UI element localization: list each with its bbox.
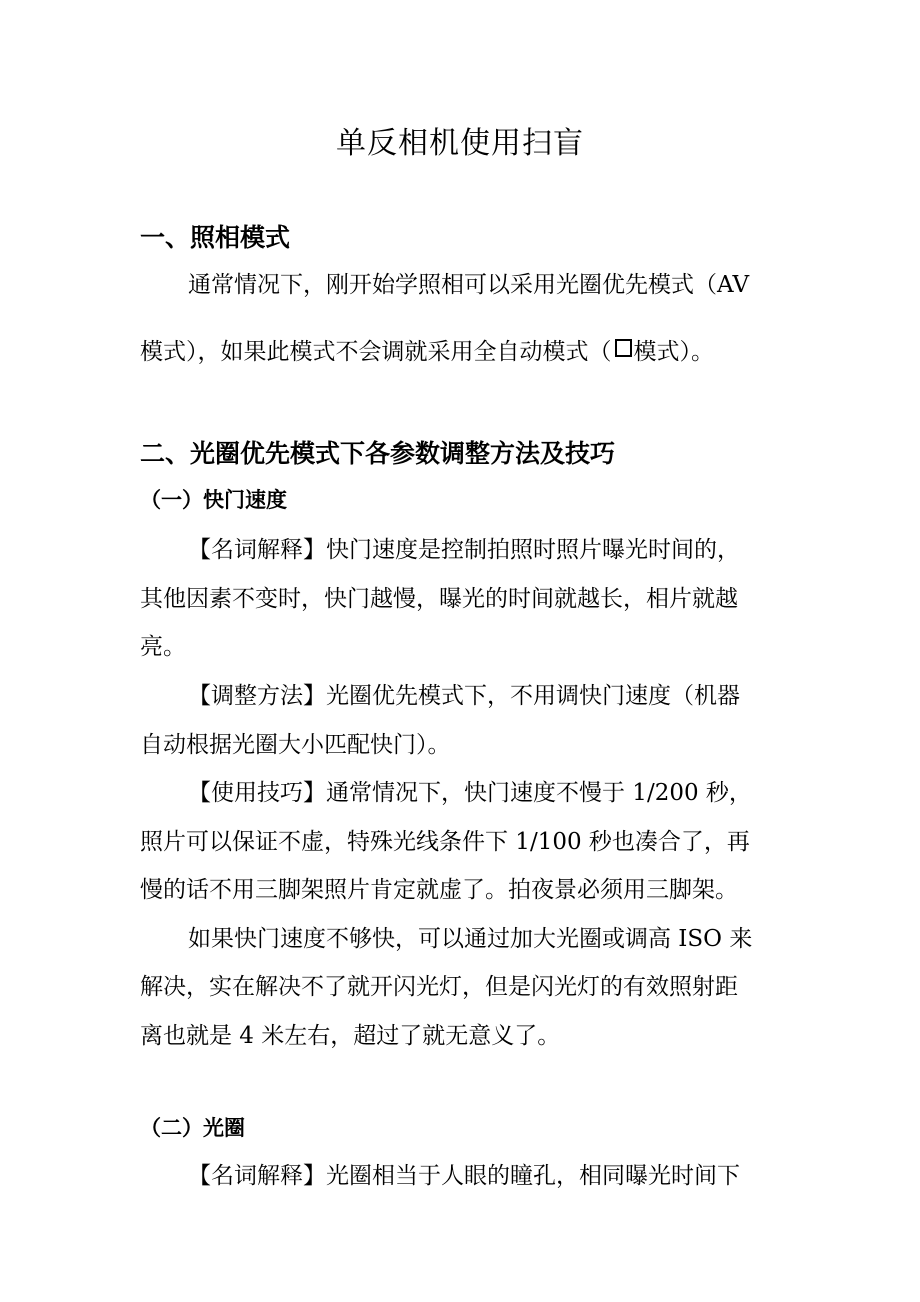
section1-line-1: 通常情况下，刚开始学照相可以采用光圈优先模式（AV	[188, 272, 750, 298]
section1-line-2-after: 模式）。	[633, 339, 714, 365]
shutter-method-line-1: 【调整方法】光圈优先模式下，不用调快门速度（机器	[188, 683, 740, 709]
section1-line-2	[140, 333, 780, 366]
shutter-method-line-2: 自动根据光圈大小匹配快门）。	[140, 732, 451, 758]
shutter-extra-line-3: 离也就是 4 米左右，超过了就无意义了。	[140, 1023, 561, 1049]
shutter-tips-line-3: 慢的话不用三脚架照片肯定就虚了。拍夜景必须用三脚架。	[140, 877, 738, 903]
section1-line-2-before: 模式），如果此模式不会调就采用全自动模式（	[140, 339, 612, 365]
shutter-tips-line-1: 【使用技巧】通常情况下，快门速度不慢于 1/200 秒，	[188, 780, 752, 806]
shutter-def-line-2: 其他因素不变时，快门越慢，曝光的时间就越长，相片就越	[140, 586, 738, 612]
shutter-extra-line-2: 解决，实在解决不了就开闪光灯，但是闪光灯的有效照射距	[140, 974, 738, 1000]
subsection-heading-aperture: （二）光圈	[140, 1116, 245, 1140]
shutter-tips-line-2: 照片可以保证不虚，特殊光线条件下 1/100 秒也凑合了，再	[140, 829, 750, 855]
shutter-def-line-3: 亮。	[140, 634, 186, 660]
auto-mode-square-icon	[615, 339, 632, 357]
shutter-extra-line-1: 如果快门速度不够快，可以通过加大光圈或调高 ISO 来	[188, 926, 753, 952]
section-heading-shooting-mode: 一、照相模式	[140, 223, 291, 252]
subsection-heading-shutter-speed: （一）快门速度	[140, 488, 287, 512]
section-heading-aperture-priority: 二、光圈优先模式下各参数调整方法及技巧	[140, 439, 616, 468]
aperture-def-line-1: 【名词解释】光圈相当于人眼的瞳孔，相同曝光时间下	[188, 1163, 740, 1189]
shutter-def-line-1: 【名词解释】快门速度是控制拍照时照片曝光时间的，	[188, 537, 740, 563]
page-title: 单反相机使用扫盲	[336, 126, 584, 161]
